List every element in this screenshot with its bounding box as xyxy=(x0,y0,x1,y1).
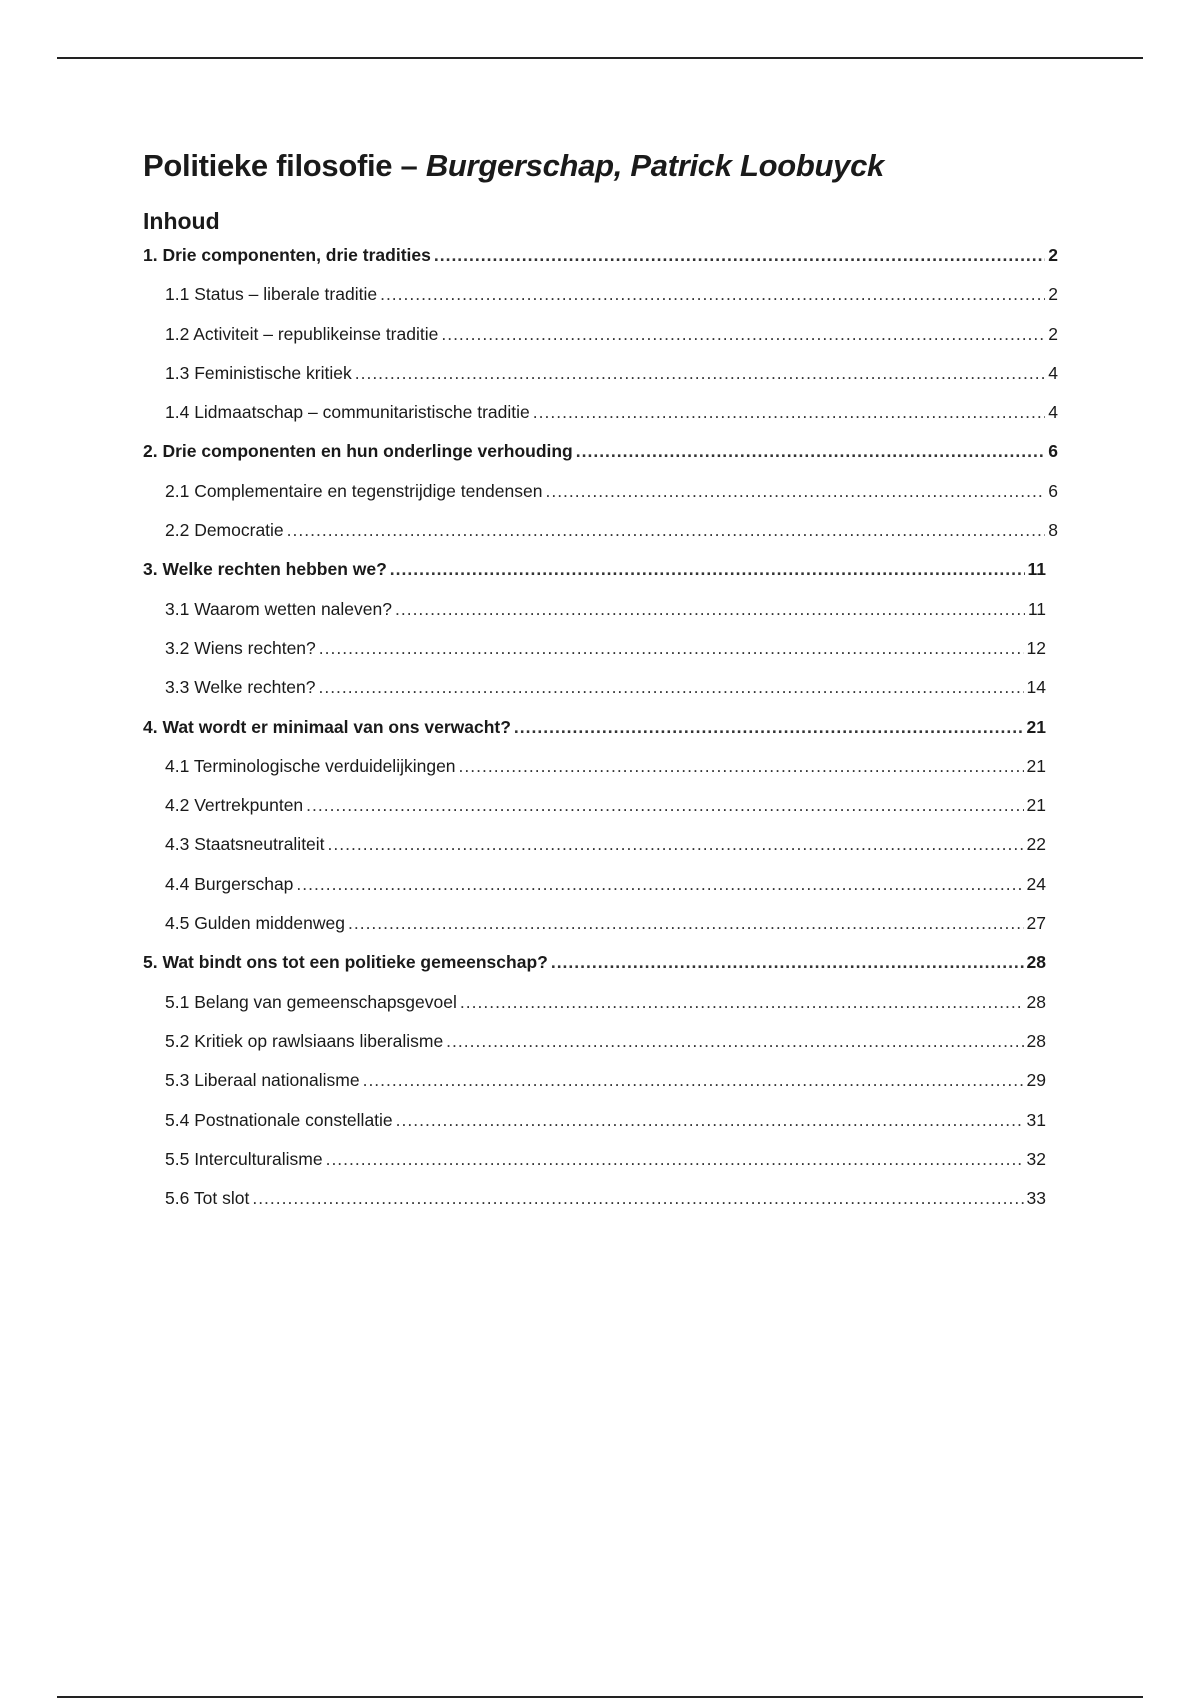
toc-entry[interactable] xyxy=(143,1061,1058,1100)
toc-entry[interactable] xyxy=(143,629,1058,668)
toc-entry[interactable] xyxy=(143,472,1058,511)
toc-entry-label: 3.1 Waarom wetten naleven? xyxy=(165,598,392,619)
toc-entry-page: 22 xyxy=(1026,834,1046,855)
toc-entry-page: 4 xyxy=(1048,362,1058,383)
toc-entry-label: 5. Wat bindt ons tot een politieke gemeenschap? xyxy=(143,952,548,973)
toc-entry[interactable] xyxy=(143,1179,1058,1218)
toc-entry-page: 31 xyxy=(1026,1109,1046,1130)
toc-entry[interactable] xyxy=(143,786,1058,825)
toc-entry-page: 21 xyxy=(1026,755,1046,776)
toc-entry-label: 5.1 Belang van gemeenschapsgevoel xyxy=(165,991,457,1012)
toc-entry-label: 2. Drie componenten en hun onderlinge verhouding xyxy=(143,441,573,462)
toc-entry-label: 5.5 Interculturalisme xyxy=(165,1148,323,1169)
toc-entry-page: 11 xyxy=(1027,598,1046,619)
toc-entry[interactable] xyxy=(143,1022,1058,1061)
toc-leader xyxy=(395,590,1025,629)
toc-leader xyxy=(326,1140,1024,1179)
toc-leader xyxy=(319,629,1024,668)
document-title-subtitle: Burgerschap, Patrick Loobuyck xyxy=(425,148,884,183)
toc-entry-page: 14 xyxy=(1026,677,1046,698)
toc-entry-page: 2 xyxy=(1048,323,1058,344)
toc-entry[interactable] xyxy=(143,354,1058,393)
toc-entry-page: 6 xyxy=(1048,441,1058,462)
toc-entry-label: 2.1 Complementaire en tegenstrijdige tendensen xyxy=(165,480,543,501)
toc-entry-page: 28 xyxy=(1026,1030,1046,1051)
toc-leader xyxy=(287,511,1046,550)
toc-entry-label: 1.3 Feministische kritiek xyxy=(165,362,352,383)
toc-leader xyxy=(459,747,1024,786)
toc-entry-page: 21 xyxy=(1026,795,1046,816)
toc-entry-label: 4. Wat wordt er minimaal van ons verwacht? xyxy=(143,716,511,737)
toc-entry[interactable] xyxy=(143,511,1058,550)
toc-entry-label: 1.1 Status – liberale traditie xyxy=(165,284,378,305)
toc-entry[interactable] xyxy=(143,668,1058,707)
toc-entry-label: 5.6 Tot slot xyxy=(165,1188,250,1209)
toc-heading: Inhoud xyxy=(143,208,220,234)
toc-leader xyxy=(545,472,1045,511)
table-of-contents xyxy=(143,236,1058,1218)
toc-entry-label: 2.2 Democratie xyxy=(165,520,284,541)
toc-entry-label: 4.2 Vertrekpunten xyxy=(165,795,304,816)
toc-entry-label: 5.4 Postnationale constellatie xyxy=(165,1109,393,1130)
toc-entry[interactable] xyxy=(143,275,1058,314)
toc-entry-page: 6 xyxy=(1048,480,1058,501)
toc-entry[interactable] xyxy=(143,315,1058,354)
toc-leader xyxy=(328,825,1024,864)
toc-entry[interactable] xyxy=(143,983,1058,1022)
toc-entry[interactable] xyxy=(143,1140,1058,1179)
toc-entry-page: 2 xyxy=(1048,284,1058,305)
toc-entry-page: 29 xyxy=(1026,1070,1046,1091)
toc-leader xyxy=(446,1022,1023,1061)
toc-leader xyxy=(551,943,1024,982)
toc-entry-page: 28 xyxy=(1026,991,1046,1012)
toc-entry-label: 5.2 Kritiek op rawlsiaans liberalisme xyxy=(165,1030,444,1051)
toc-leader xyxy=(514,708,1024,747)
toc-entry-page: 28 xyxy=(1026,952,1046,973)
toc-entry-page: 12 xyxy=(1026,637,1046,658)
toc-entry-page: 21 xyxy=(1026,716,1046,737)
toc-entry-label: 3. Welke rechten hebben we? xyxy=(143,559,387,580)
toc-leader xyxy=(306,786,1023,825)
toc-entry-label: 4.5 Gulden middenweg xyxy=(165,913,345,934)
toc-entry[interactable] xyxy=(143,393,1058,432)
toc-leader xyxy=(348,904,1024,943)
toc-entry[interactable] xyxy=(143,865,1058,904)
toc-entry[interactable] xyxy=(143,904,1058,943)
toc-leader xyxy=(434,236,1045,275)
toc-entry[interactable] xyxy=(143,825,1058,864)
toc-entry[interactable] xyxy=(143,708,1058,747)
toc-entry-label: 5.3 Liberaal nationalisme xyxy=(165,1070,360,1091)
toc-entry-label: 1.2 Activiteit – republikeinse traditie xyxy=(165,323,439,344)
toc-entry[interactable] xyxy=(143,747,1058,786)
toc-entry-label: 1.4 Lidmaatschap – communitaristische traditie xyxy=(165,402,530,423)
toc-entry[interactable] xyxy=(143,590,1058,629)
toc-entry[interactable] xyxy=(143,236,1058,275)
toc-entry-label: 3.3 Welke rechten? xyxy=(165,677,316,698)
toc-leader xyxy=(576,432,1046,471)
toc-entry-label: 4.3 Staatsneutraliteit xyxy=(165,834,325,855)
toc-entry-page: 4 xyxy=(1048,402,1058,423)
toc-leader xyxy=(355,354,1046,393)
toc-leader xyxy=(318,668,1023,707)
toc-entry-page: 2 xyxy=(1048,245,1058,265)
page-content xyxy=(143,140,1058,1218)
toc-entry-label: 3.2 Wiens rechten? xyxy=(165,637,316,658)
toc-leader xyxy=(460,983,1024,1022)
toc-entry[interactable] xyxy=(143,550,1058,589)
toc-entry-page: 32 xyxy=(1026,1148,1046,1169)
toc-entry[interactable] xyxy=(143,1101,1058,1140)
toc-entry-page: 33 xyxy=(1026,1188,1046,1209)
toc-entry[interactable] xyxy=(143,432,1058,471)
toc-leader xyxy=(296,865,1023,904)
toc-entry[interactable] xyxy=(143,943,1058,982)
toc-entry-page: 11 xyxy=(1027,559,1046,580)
toc-leader xyxy=(396,1101,1024,1140)
toc-leader xyxy=(380,275,1045,314)
document-title xyxy=(143,140,1058,192)
toc-leader xyxy=(363,1061,1024,1100)
toc-leader xyxy=(390,550,1025,589)
toc-entry-page: 24 xyxy=(1026,873,1046,894)
footer-rule xyxy=(57,1696,1143,1698)
toc-leader xyxy=(252,1179,1023,1218)
toc-entry-label: 1. Drie componenten, drie tradities xyxy=(143,245,431,265)
toc-leader xyxy=(441,315,1045,354)
toc-entry-label: 4.1 Terminologische verduidelijkingen xyxy=(165,755,456,776)
toc-leader xyxy=(533,393,1046,432)
toc-entry-page: 8 xyxy=(1048,520,1058,541)
toc-entry-page: 27 xyxy=(1026,913,1046,934)
toc-entry-label: 4.4 Burgerschap xyxy=(165,873,294,894)
document-title-main: Politieke filosofie – xyxy=(143,148,426,183)
header-rule xyxy=(57,57,1143,59)
